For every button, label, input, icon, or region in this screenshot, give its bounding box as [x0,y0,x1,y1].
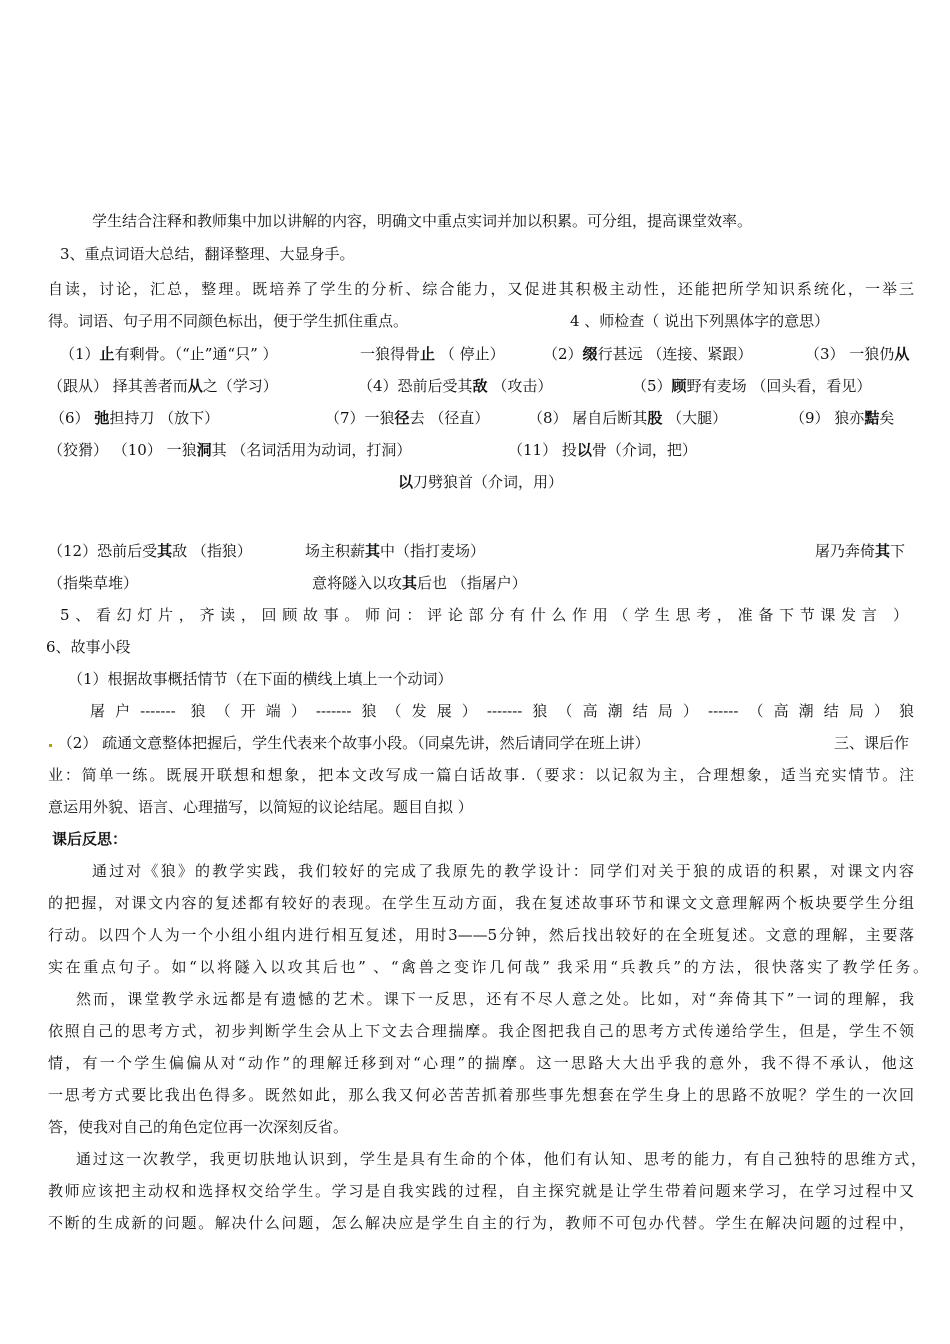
step3-heading: 3、重点词语大总结，翻译整理、大显身手。 [60,245,355,263]
vocab-item-9: （9） 狼亦黠矣 [790,409,895,427]
reflection-p2-line3: 情，有一个学生偏偏从对“动作”的理解迁移到对“心理”的揣摩。这一思路大大出乎我的意外，我不得不承认，他这 [48,1054,914,1072]
reflection-p3-line2: 教师应该把主动权和选择权交给学生。学习是自我实践的过程，自主探究就是让学生带着问题来学习，在学习过程中又 [48,1182,914,1200]
step3-line2a: 得。词语、句子用不同颜色标出，便于学生抓住重点。 [48,312,409,330]
vocab-item-3: （3） 一狼仍从 [805,345,910,363]
vocab-item-2: （2）缀行甚远 （连接、紧跟） [543,345,753,363]
reflection-p1-line3: 行动。以四个人为一个小组小组内进行相互复述，用时3——5分钟，然后找出较好的在全班复述。文意的理解，主要落 [48,926,914,944]
vocab-item-12c: 屠乃奔倚其下 [815,542,906,560]
intro-paragraph: 学生结合注释和教师集中加以讲解的内容，明确文中重点实词并加以积累。可分组，提高课堂效率。 [92,212,753,230]
vocab-item-3b: （跟从） 择其善者而从之（学习） [48,377,278,395]
reflection-p3-line3: 不断的生成新的问题。解决什么问题，怎么解决应是学生自主的行为，教师不可包办代替。学生在解决问题的过程中， [48,1214,914,1232]
reflection-p3-line1: 通过这一次教学，我更切肤地认识到，学生是具有生命的个体，他们有认知、思考的能力，有自己独特的思维方式， [76,1150,926,1168]
vocab-item-8: （8） 屠自后断其股 （大腿） [528,409,728,427]
vocab-item-7: （7）一狼径去 （径直） [325,409,490,427]
vocab-item-5: （5）顾野有麦场 （回头看，看见） [632,377,872,395]
vocab-item-6: （6） 弛担持刀 （放下） [50,409,220,427]
reflection-title: 课后反思： [52,830,128,848]
step4-heading: 4 、师检查（ 说出下列黑体字的意思） [570,312,830,330]
vocab-item-1b: 一狼得骨止 （ 停止） [360,345,505,363]
vocab-item-4: （4）恐前后受其敌 （攻击） [358,377,553,395]
vocab-item-10: （狡猾） （10） 一狼洞其 （名词活用为动词，打洞） [48,441,412,459]
step3-line1: 自读，讨论，汇总，整理。既培养了学生的分析、综合能力，又促进其积极主动性，还能把所学知识系统化，一举三 [48,280,914,298]
vocab-item-11: （11） 投以骨（介词，把） [508,441,697,459]
reflection-p1-line1: 通过对《狼》的教学实践，我们较好的完成了我原先的教学设计：同学们对关于狼的成语的积累，对课文内容 [92,862,914,880]
vocab-item-12a: （12）恐前后受其敌 （指狼） [48,542,252,560]
step6-sub2: （2） 疏通文意整体把握后，学生代表来个故事小段。（同桌先讲，然后请同学在班上讲） [48,732,650,754]
step6-sub1: （1）根据故事概括情节（在下面的横线上填上一个动词） [68,670,453,688]
vocab-item-12b: 场主积薪其中（指打麦场） [305,542,486,560]
homework-line2: 意运用外貌、语言、心理描写，以简短的议论结尾。题目自拟 ） [48,798,473,816]
section3-heading: 三、课后作 [834,734,910,752]
vocab-item-11b: 以刀劈狼首（介词，用） [398,473,564,491]
vocab-item-1: （1）止有剩骨。（“止”通“只” ） [60,345,278,363]
reflection-p2-line4: 一思考方式要比我出色得多。既然如此，那么我又何必苦苦抓着那些事先想套在学生身上的思路不放呢？学生的一次回 [48,1086,914,1104]
reflection-p2-line5: 答，使我对自己的角色定位再一次深刻反省。 [48,1118,349,1136]
reflection-p2-line2: 依照自己的思考方式，初步判断学生会从上下文去合理揣摩。我企图把我自己的思考方式传递给学生，但是，学生不领 [48,1022,914,1040]
vocab-item-12c-note: （指柴草堆） [48,574,139,592]
reflection-p1-line4: 实在重点句子。如“以将隧入以攻其后也” 、“禽兽之变诈几何哉” 我采用“兵教兵”的方法，很快落实了教学任务。 [48,958,928,976]
plot-chain: 屠户------- 狼（开端）-------狼（发展）-------狼（高潮结局）------（高潮结局）狼 [90,702,914,720]
step6-heading: 6、故事小段 [46,638,131,656]
step5-line: 5、看幻灯片，齐读，回顾故事。师问：评论部分有什么作用（学生思考，准备下节课发言 ） [60,606,908,624]
vocab-item-12d: 意将隧入以攻其后也 （指屠户） [312,574,527,592]
homework-line1: 业：简单一练。既展开联想和想象，把本文改写成一篇白话故事.（要求：以记叙为主，合理想象，适当充实情节。注 [48,766,914,784]
reflection-p2-line1: 然而，课堂教学永远都是有遗憾的艺术。课下一反思，还有不尽人意之处。比如，对“奔倚其下”一词的理解，我 [76,990,914,1008]
reflection-p1-line2: 的把握，对课文内容的复述都有较好的表现。在学生互动方面，我在复述故事环节和课文文意理解两个板块要学生分组 [48,894,914,912]
